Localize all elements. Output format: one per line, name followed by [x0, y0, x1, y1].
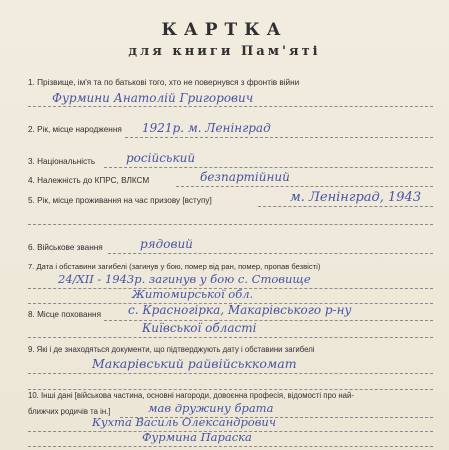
field-10-value-line-1: мав дружину брата — [148, 401, 274, 415]
field-10-label-line-2: ближчих родичів та ін.] — [28, 407, 111, 416]
field-4-value: безпартійний — [200, 170, 290, 184]
field-3-line — [104, 167, 433, 168]
field-4-label: 4. Належність до КПРС, ВЛКСМ — [28, 176, 150, 185]
field-6-value: рядовий — [140, 237, 193, 251]
card-title: КАРТКА — [161, 20, 288, 40]
field-6-line — [108, 253, 433, 254]
field-1-label: 1. Прізвище, ім'я та по батькові того, хто не повернувся з фронтів війни — [28, 78, 300, 87]
field-8-value-line-1: с. Красногірка, Макарівського р-ну — [128, 303, 352, 317]
field-9-line-1 — [28, 373, 433, 374]
field-4-line — [176, 186, 433, 187]
field-8-line-2 — [28, 337, 433, 338]
field-1-value: Фурмини Анатолій Григорович — [52, 91, 254, 105]
card-subtitle: для книги Пам'яті — [128, 44, 321, 59]
field-9-label: 9. Які і де знаходяться документи, що підтверджують дату і обставини загибелі — [28, 345, 315, 354]
field-2-value: 1921р. м. Ленінград — [142, 121, 271, 135]
field-2-line — [125, 137, 433, 138]
field-5-value: м. Ленінград, 1943 — [290, 190, 422, 205]
field-10-line-3 — [28, 446, 433, 447]
field-10-value-line-3: Фурмина Параска — [142, 430, 252, 444]
field-8-value-line-2: Київської області — [142, 321, 257, 335]
field-5-label: 5. Рік, місце проживання на час призову [вступу] — [28, 196, 212, 205]
field-5-line-1 — [258, 206, 433, 207]
field-7-value-line-2: Житомирської обл. — [132, 287, 254, 301]
field-10-label-line-1: 10. Інші дані [військова частина, основні нагороди, довоєнна професія, відомості про най- — [28, 391, 354, 400]
field-7-value-line-1: 24/XII - 1943р. загинув у бою с. Стовище — [58, 272, 311, 286]
field-3-label: 3. Національність — [28, 157, 96, 166]
field-5-line-2 — [28, 224, 433, 225]
field-6-label: 6. Військове звання — [28, 243, 103, 252]
field-8-label: 8. Місце поховання — [28, 310, 101, 319]
field-3-value: російський — [126, 151, 196, 165]
field-2-label: 2. Рік, місце народження — [28, 125, 122, 134]
field-1-line — [28, 106, 433, 107]
field-10-value-line-2: Кухта Василь Олександрович — [92, 415, 276, 429]
field-7-label: 7. Дата і обставини загибелі (загинув у бою, помер від ран, помер, пропав безвісті) — [28, 262, 321, 271]
field-9-value: Макарівський райвійськкомат — [92, 356, 297, 371]
field-9-line-2 — [28, 389, 433, 390]
